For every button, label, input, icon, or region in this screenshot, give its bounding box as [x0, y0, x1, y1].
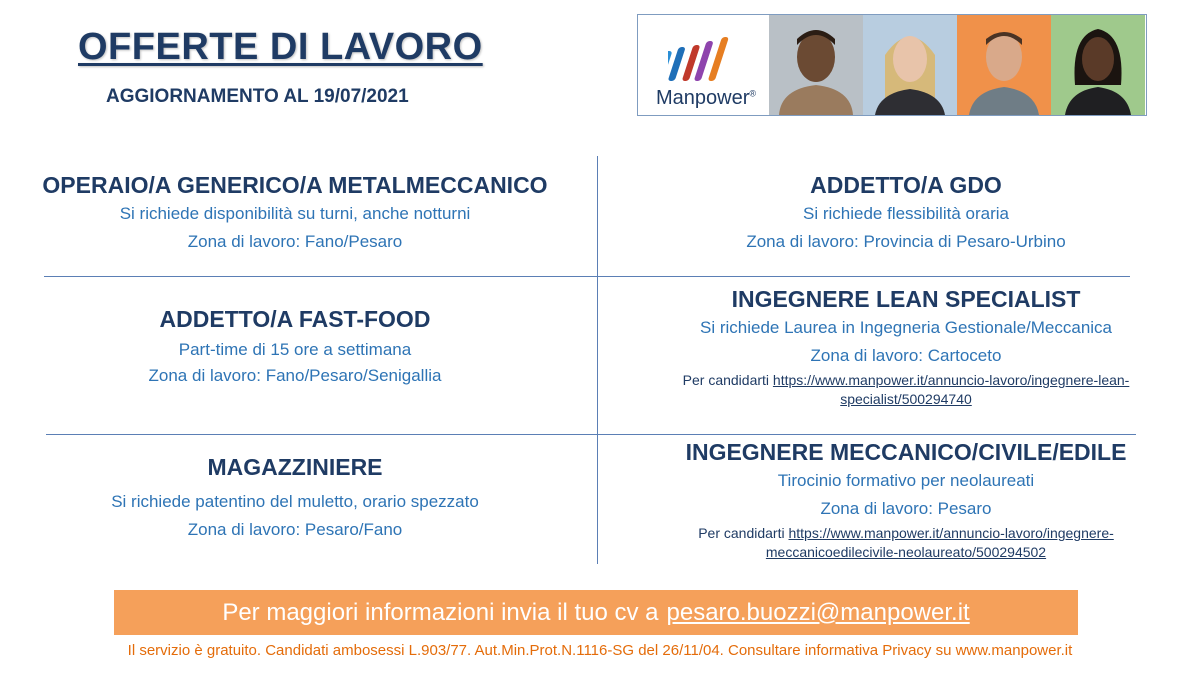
apply-link[interactable]: https://www.manpower.it/annuncio-lavoro/ingegnere-: [788, 525, 1114, 541]
horizontal-divider-1: [44, 276, 1130, 277]
job-offer-magazziniere: [0, 452, 590, 542]
job-requirement: Part-time di 15 ore a settimana: [178, 340, 412, 359]
person-photo-4: [1051, 15, 1145, 115]
apply-link-continued[interactable]: specialist/500294740: [840, 391, 972, 407]
person-photo-1: [769, 15, 863, 115]
apply-prefix: Per candidarti: [682, 372, 770, 388]
job-title: ADDETTO/A FAST-FOOD: [159, 306, 431, 332]
manpower-stripes-icon: [668, 37, 742, 83]
apply-link-continued[interactable]: meccanicoedilecivile-neolaureato/500294502: [765, 544, 1047, 560]
contact-email-link[interactable]: pesaro.buozzi@manpower.it: [666, 598, 970, 626]
contact-text: Per maggiori informazioni invia il tuo cv a: [222, 598, 659, 626]
apply-link[interactable]: https://www.manpower.it/annuncio-lavoro/ingegnere-lean-: [772, 372, 1130, 388]
manpower-banner: [637, 14, 1147, 116]
job-offer-gdo: [606, 170, 1200, 254]
vertical-divider: [597, 156, 598, 564]
job-title: INGEGNERE LEAN SPECIALIST: [731, 286, 1081, 312]
job-offer-fast-food: [0, 304, 590, 388]
job-title: OPERAIO/A GENERICO/A METALMECCANICO: [42, 172, 548, 198]
job-title: INGEGNERE MECCANICO/CIVILE/EDILE: [685, 439, 1127, 465]
horizontal-divider-2: [46, 434, 1136, 435]
page-title: OFFERTE DI LAVORO: [78, 26, 483, 68]
job-offer-lean-specialist: [606, 284, 1200, 409]
job-location: Zona di lavoro: Pesaro/Fano: [187, 520, 403, 539]
page-subtitle: AGGIORNAMENTO AL 19/07/2021: [106, 86, 409, 107]
apply-info: [606, 371, 1200, 390]
job-offer-ingegnere-meccanico: [606, 437, 1200, 562]
job-requirement: Si richiede Laurea in Ingegneria Gestionale/Meccanica: [699, 318, 1113, 337]
manpower-wordmark: Manpower®: [656, 87, 757, 109]
job-requirement: Si richiede disponibilità su turni, anche notturni: [119, 204, 471, 223]
job-offer-operaio: [0, 170, 590, 254]
job-requirement: Tirocinio formativo per neolaureati: [777, 471, 1035, 490]
person-photo-3: [957, 15, 1051, 115]
apply-prefix: Per candidarti: [698, 525, 785, 541]
job-title: MAGAZZINIERE: [207, 454, 383, 480]
job-title: ADDETTO/A GDO: [810, 172, 1002, 198]
job-location: Zona di lavoro: Cartoceto: [810, 346, 1002, 365]
job-location: Zona di lavoro: Fano/Pesaro: [187, 232, 403, 251]
person-photo-2: [863, 15, 957, 115]
contact-banner: [114, 590, 1078, 635]
job-location: Zona di lavoro: Pesaro: [820, 499, 992, 518]
apply-info: [606, 524, 1200, 543]
job-requirement: Si richiede flessibilità oraria: [803, 204, 1009, 223]
manpower-logo: [638, 15, 768, 115]
job-requirement: Si richiede patentino del muletto, orario spezzato: [111, 492, 479, 511]
job-location: Zona di lavoro: Fano/Pesaro/Senigallia: [148, 366, 442, 385]
people-photos: [769, 15, 1145, 115]
job-location: Zona di lavoro: Provincia di Pesaro-Urbino: [746, 232, 1066, 251]
legal-footer: Il servizio è gratuito. Candidati ambosessi L.903/77. Aut.Min.Prot.N.1116-SG del 26/11/04. Consultare informativa Privacy su www.manpower.it: [127, 642, 1073, 659]
